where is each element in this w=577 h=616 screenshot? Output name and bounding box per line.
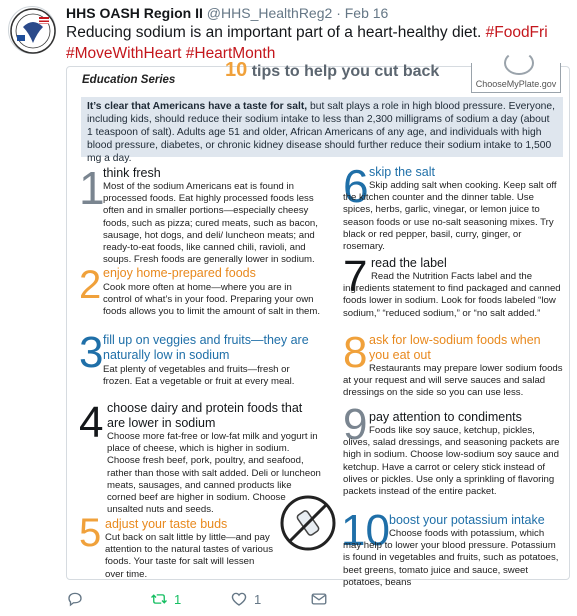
tip-5-title: adjust your taste buds <box>105 517 228 531</box>
tip-8-title: ask for low-sodium foods when you eat out <box>369 333 541 362</box>
intro-lead: It’s clear that Americans have a taste for salt, <box>87 101 308 112</box>
tweet-date[interactable]: Feb 16 <box>344 5 389 21</box>
hashtag-movewithheart[interactable]: #MoveWithHeart <box>66 45 182 62</box>
intro-box <box>81 97 563 164</box>
reply-button[interactable] <box>66 590 90 608</box>
tip-8-number: 8 <box>343 328 368 377</box>
tweet-actions <box>66 590 571 612</box>
tip-7-title: read the label <box>371 256 447 270</box>
author-handle[interactable]: @HHS_HealthReg2 <box>206 5 333 21</box>
tip-2-title: enjoy home-prepared foods <box>103 266 256 280</box>
tweet-text-plain: Reducing sodium is an important part of a heart-healthy diet. <box>66 24 482 41</box>
retweet-count: 1 <box>174 591 182 607</box>
tip-1-body: Most of the sodium Americans eat is found in processed foods. Eat highly processed foods less often and in smaller portions—especially cheesy foods, such as pizza; cured meats, such as bacon, sausage, hot dogs, and deli/ luncheon meats; and ready-to-eat foods, like canned chili, ravioli, and soups. Fresh foods are generally lower in sodium. <box>103 181 318 266</box>
like-count: 1 <box>254 591 262 607</box>
tip-3-body: Eat plenty of vegetables and fruits—fresh or frozen. Eat a vegetable or fruit at every meal. <box>103 364 295 388</box>
tip-10-body: Choose foods with potassium, which may help to lower your blood pressure. Potassium is found in vegetables and fruits, such as potatoes, beet greens, tomato juice and sauce, sweet potatoes, beans <box>343 528 559 588</box>
myplate-label: ChooseMyPlate.gov <box>475 79 557 89</box>
tip-3-title: fill up on veggies and fruits—they are naturally low in sodium <box>103 333 309 362</box>
tip-6-title: skip the salt <box>369 165 436 179</box>
tip-1-number: 1 <box>79 162 105 214</box>
tip-7-body: Read the Nutrition Facts label and the ingredients statement to find packaged and canned foods lower in sodium. Look for foods labeled “low sodium,” “reduced sodium,” or “no salt added.” <box>343 271 561 319</box>
tip-2-number: 2 <box>79 263 102 307</box>
tip-3-number: 3 <box>79 328 104 377</box>
intro-rest: but salt plays a role in high blood pressure. Everyone, including kids, should reduce their sodium intake to less than 2,300 milligrams of sodium a day (about 1 teaspoon of salt). Adults age 51 and older, African Americans of any age, and individuals with high blood pressure, diabetes, or chronic kidney disease should further reduce their sodium intake to 1,500 mg a day. <box>87 101 555 164</box>
tip-4-title: choose dairy and protein foods that are lower in sodium <box>107 401 303 430</box>
headline-text: tips to help you cut back <box>251 63 440 80</box>
avatar[interactable] <box>8 6 56 54</box>
hashtag-foodfri[interactable]: #FoodFri <box>485 24 548 41</box>
reply-icon <box>66 590 84 608</box>
author-name[interactable]: HHS OASH Region II <box>66 5 203 21</box>
retweet-icon <box>150 590 168 608</box>
tip-4-body: Choose more fat-free or low-fat milk and yogurt in place of cheese, which is higher in sodium. Choose fresh beef, pork, poultry, and seafood, rather than those with salt added. Deli or luncheon meats, sausages, and canned products like corned beef are higher in sodium. Choose unsalted nuts and seeds. <box>107 431 321 516</box>
separator: · <box>336 5 341 21</box>
tip-9-number: 9 <box>343 400 368 449</box>
plate-icon <box>504 51 534 75</box>
myplate-logo <box>471 63 561 93</box>
tip-5-body: Cut back on salt little by little—and pay attention to the natural tastes of various foods. Your taste for salt will lessen over time. <box>105 532 273 580</box>
tip-4-number: 4 <box>79 398 104 447</box>
headline-number: 10 <box>225 59 248 81</box>
heart-icon <box>230 590 248 608</box>
tweet-image[interactable] <box>66 59 570 588</box>
hashtag-heartmonth[interactable]: #HeartMonth <box>185 45 276 62</box>
headline <box>225 59 439 82</box>
envelope-icon <box>310 590 328 608</box>
tip-6-body: Skip adding salt when cooking. Keep salt off the kitchen counter and the dinner table. Use spices, herbs, garlic, vinegar, or lemon juice to season foods or use no-salt seasoning mixes. Try black or red pepper, basil, curry, ginger, or rosemary. <box>343 180 557 253</box>
series-label: Education Series <box>82 74 176 86</box>
tip-2-body: Cook more often at home—where you are in control of what’s in your food. Preparing your own foods allows you to limit the amount of salt in them. <box>103 282 321 318</box>
dm-button[interactable] <box>310 590 328 608</box>
tip-1-title: think fresh <box>103 166 161 180</box>
no-salt-shaker-icon <box>280 495 336 551</box>
tip-10-number: 10 <box>341 506 390 555</box>
tip-6-number: 6 <box>343 160 369 212</box>
tip-8-body: Restaurants may prepare lower sodium foods at your request and will serve sauces and salad dressings on the side so you can use less. <box>343 363 563 399</box>
tweet-header <box>66 5 388 21</box>
tip-9-title: pay attention to condiments <box>369 410 522 424</box>
tip-9-body: Foods like soy sauce, ketchup, pickles, olives, salad dressings, and seasoning packets are high in sodium. Choose low-sodium soy sauce and ketchup. Have a carrot or celery stick instead of olives or pickles. Use only a sprinkling of flavoring packets instead of the entire packet. <box>343 425 560 498</box>
tip-7-number: 7 <box>343 252 368 301</box>
like-button[interactable] <box>230 590 261 608</box>
hhs-seal-icon <box>9 7 57 55</box>
tip-5-number: 5 <box>79 511 102 555</box>
retweet-button[interactable] <box>150 590 181 608</box>
tip-10-title: boost your potassium intake <box>389 513 545 527</box>
tweet-text <box>66 22 571 64</box>
